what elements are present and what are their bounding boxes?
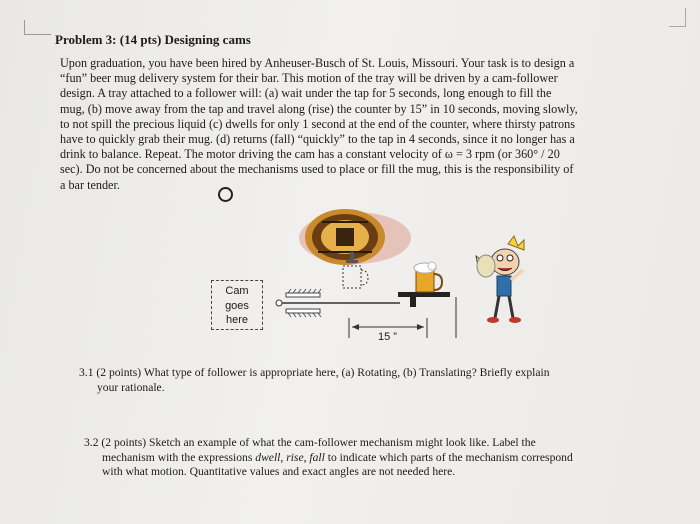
follower-rail	[276, 289, 400, 317]
cam-box-line: Cam	[225, 285, 249, 297]
statement-line: sec). Do not be concerned about the mechanisms used to place or fill the mug, this is the responsibility of	[60, 162, 574, 177]
statement-line: have to quickly grab their mug. (d) returns (fall) “quickly” to the tap in 4 seconds, since it no longer has a	[60, 132, 575, 147]
keyword-dwell: dwell	[255, 450, 281, 464]
question-text: to indicate which parts of the mechanism correspond	[324, 450, 573, 464]
patron-figure-icon	[476, 236, 524, 323]
statement-line: design. A tray attached to a follower will: (a) wait under the tap for 5 seconds, long enough to fill the	[60, 86, 552, 101]
dimension-label: 15 ”	[378, 331, 397, 343]
question-text-line-2	[84, 451, 644, 466]
statement-line: mug, (b) move away from the tap and travel along (rise) the counter by 15” in 10 seconds, moving slowly,	[60, 101, 578, 116]
question-3-2	[84, 436, 644, 480]
statement-line: to not spill the precious liquid (c) dwells for only 1 second at the end of the counter, where thirsty patrons	[60, 116, 575, 131]
keyword-rise: rise	[286, 450, 304, 464]
question-text: with what motion. Quantitative values and exact angles are not needed here.	[102, 465, 456, 478]
tray	[398, 292, 450, 307]
barrel-icon	[305, 209, 385, 265]
statement-line: drink to balance. Repeat. The motor driving the cam has a constant velocity of ω = 3 rpm (or 360° / 20	[60, 147, 560, 162]
question-text: 3.2 (2 points) Sketch an example of what the cam-follower mechanism might look like. Label the	[84, 436, 536, 449]
dashed-mug-outline	[343, 266, 368, 288]
question-3-1	[79, 366, 639, 395]
cam-box-line: goes	[225, 299, 249, 312]
beer-mug-icon	[414, 262, 442, 292]
statement-line: a bar tender.	[60, 177, 120, 192]
problem-title: Problem 3: (14 pts) Designing cams	[55, 32, 251, 47]
statement-line: Upon graduation, you have been hired by Anheuser-Busch of St. Louis, Missouri. Your task is to design a	[60, 56, 575, 70]
separator: ,	[303, 450, 310, 464]
statement-line: “fun” beer mug delivery system for their bar. This motion of the tray will be driven by a cam-follower	[60, 71, 558, 86]
question-text: mechanism with the expressions	[102, 450, 256, 464]
separator: ,	[280, 450, 287, 464]
question-text: 3.1 (2 points) What type of follower is appropriate here, (a) Rotating, (b) Translating? Briefly explain	[79, 366, 550, 379]
question-text: your rationale.	[97, 380, 165, 394]
keyword-fall: fall	[309, 450, 325, 464]
cam-box-line: here	[225, 314, 249, 326]
cam-placeholder-box	[211, 280, 263, 330]
